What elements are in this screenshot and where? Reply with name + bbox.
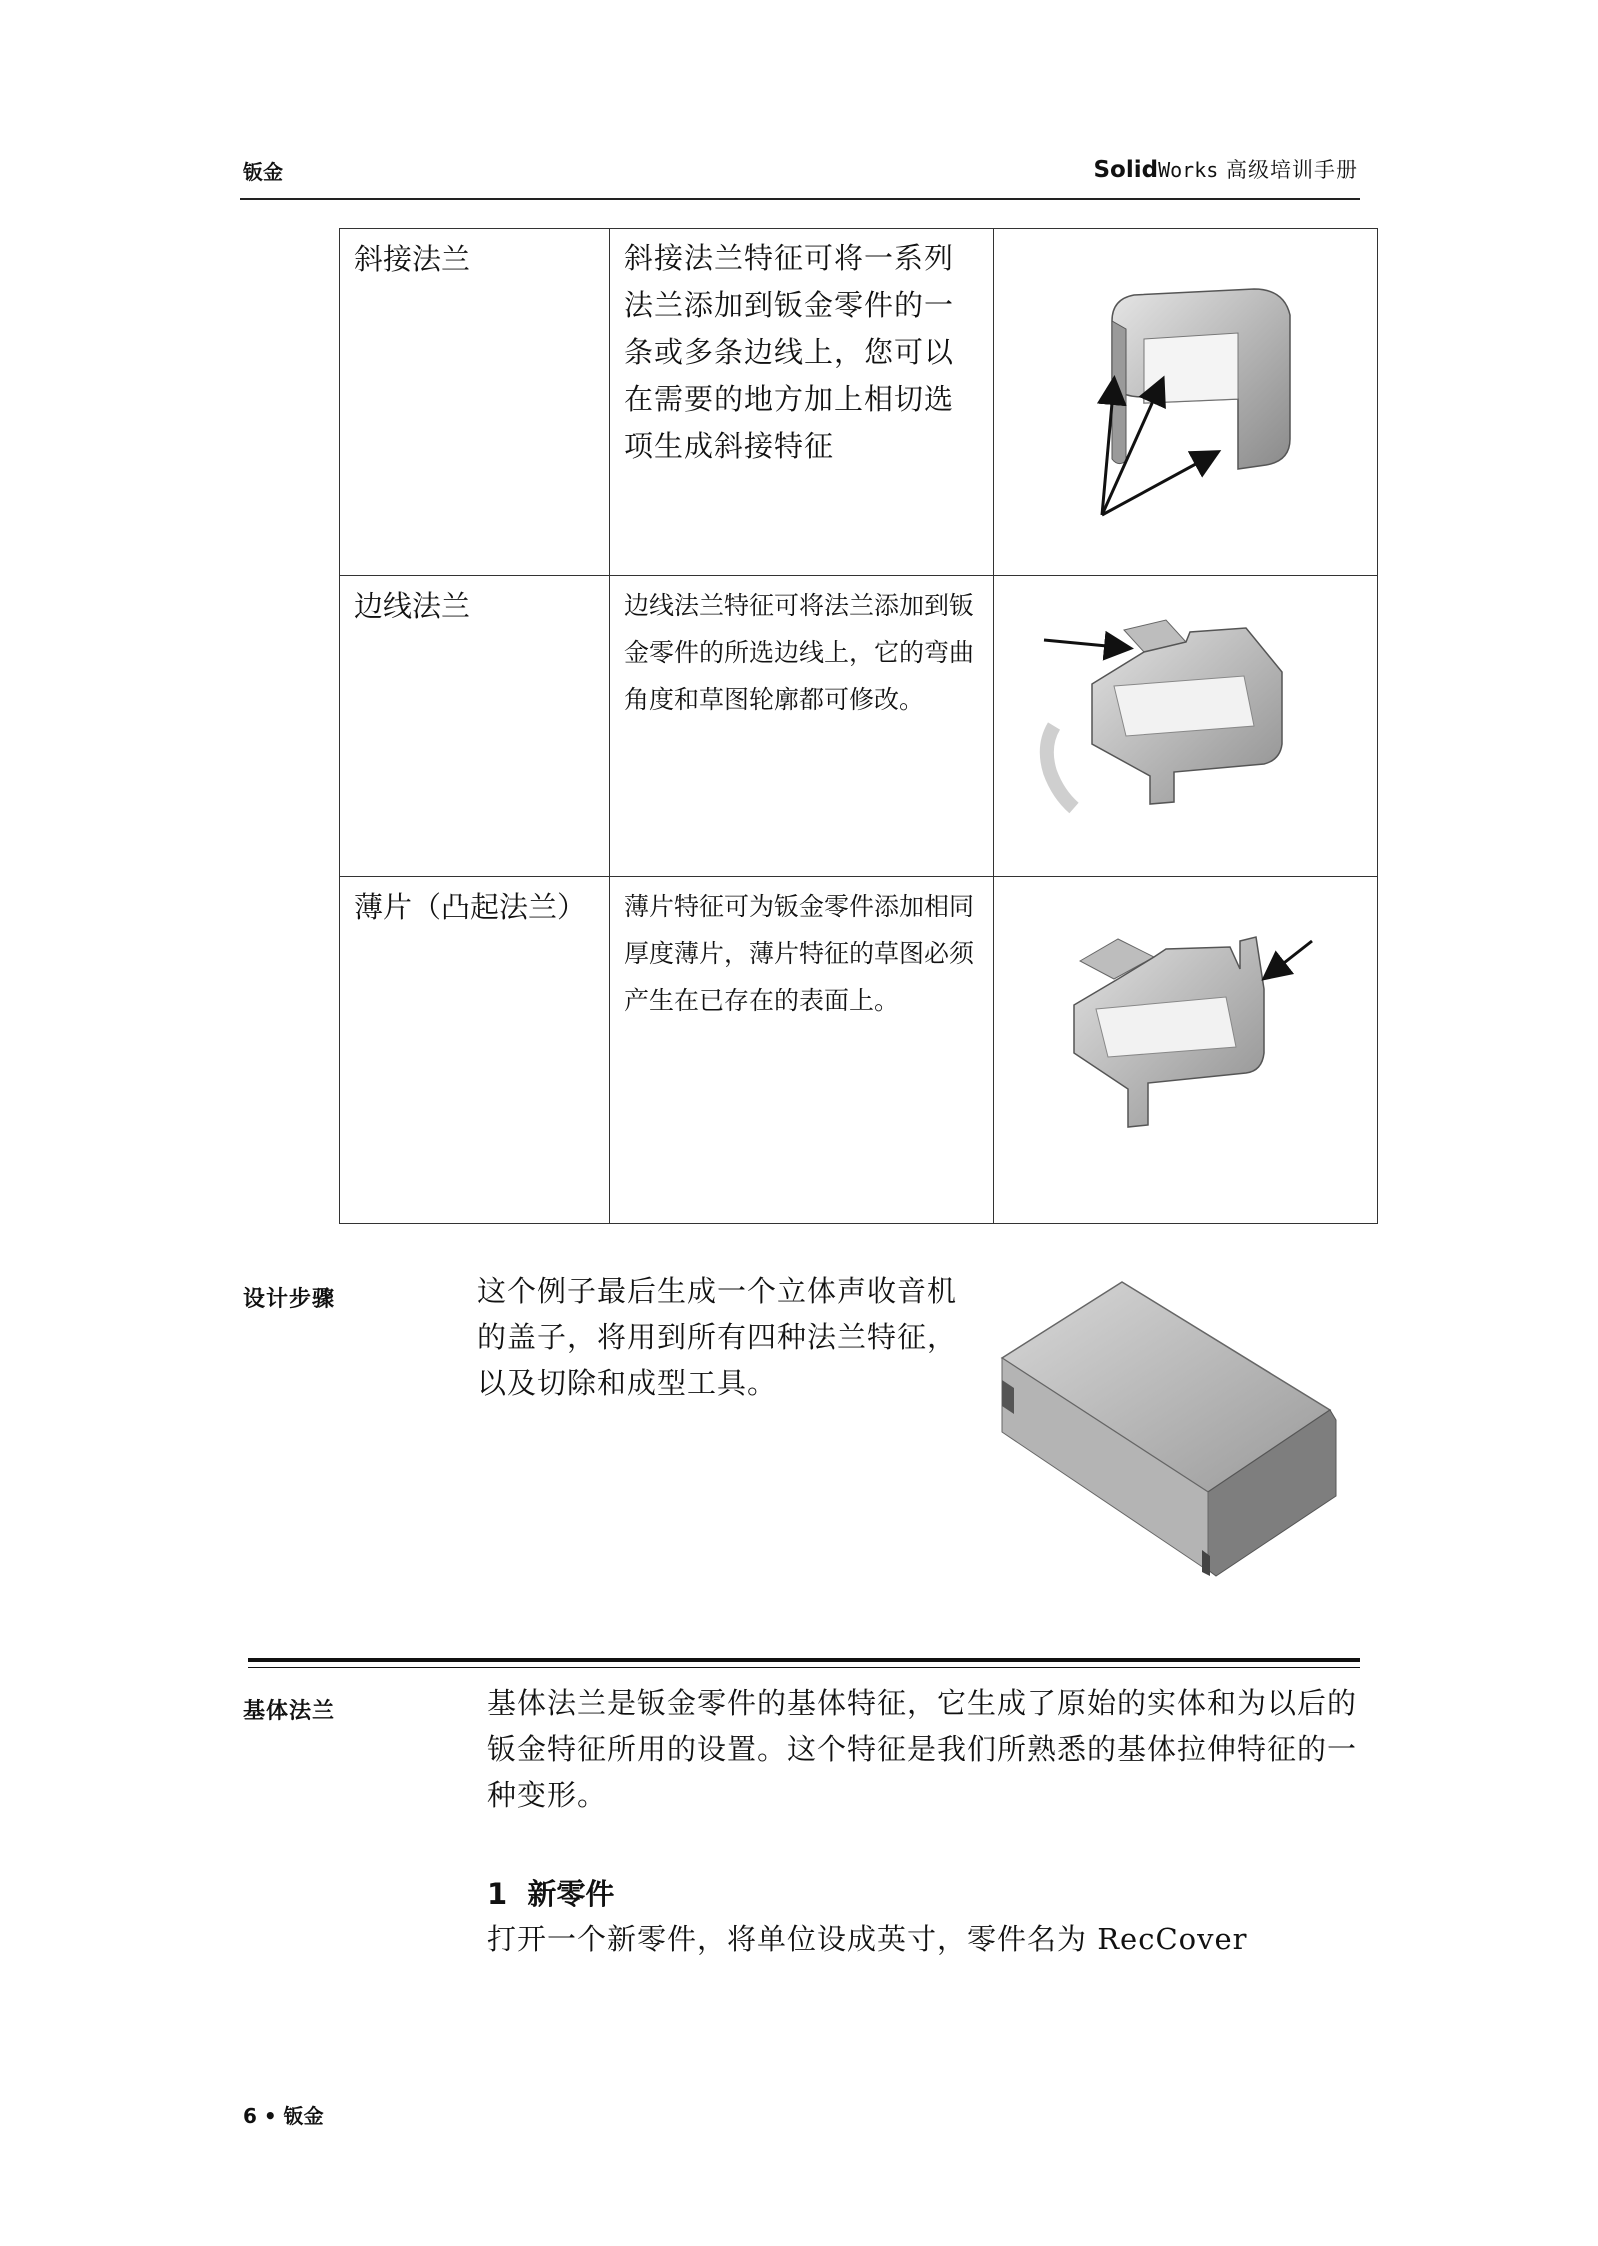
base-flange-label: 基体法兰 bbox=[243, 1699, 336, 1724]
feature-description: 薄片特征可为钣金零件添加相同厚度薄片，薄片特征的草图必须产生在已存在的表面上。 bbox=[624, 892, 975, 1015]
section-rule-thick bbox=[248, 1658, 1360, 1662]
feature-illustration-cell bbox=[994, 229, 1378, 576]
feature-description-cell bbox=[610, 877, 994, 1224]
miter-flange-illustration bbox=[994, 229, 1378, 575]
step-title: 新零件 bbox=[527, 1877, 615, 1911]
edge-flange-illustration bbox=[994, 576, 1378, 876]
table-row bbox=[340, 877, 1378, 1224]
page-footer bbox=[243, 2100, 324, 2129]
feature-name-cell bbox=[340, 576, 610, 877]
design-steps-label: 设计步骤 bbox=[243, 1287, 336, 1312]
feature-name-cell bbox=[340, 229, 610, 576]
table-row bbox=[340, 229, 1378, 576]
feature-description-cell bbox=[610, 229, 994, 576]
footer-bullet: • bbox=[263, 2104, 277, 2128]
base-flange-text: 基体法兰是钣金零件的基体特征，它生成了原始的实体和为以后的钣金特征所用的设置。这个特征是我们所熟悉的基体拉伸特征的一种变形。 bbox=[487, 1686, 1358, 1812]
section-rule-thin bbox=[248, 1667, 1360, 1668]
stereo-cover-illustration bbox=[990, 1280, 1350, 1580]
feature-description-cell bbox=[610, 576, 994, 877]
header-section-title: 钣金 bbox=[243, 160, 283, 184]
step-number: 1 bbox=[487, 1877, 508, 1911]
feature-description: 边线法兰特征可将法兰添加到钣金零件的所选边线上，它的弯曲角度和草图轮廓都可修改。 bbox=[624, 591, 975, 714]
step-1-text: 打开一个新零件，将单位设成英寸，零件名为 RecCover bbox=[487, 1922, 1248, 1956]
design-steps-text: 这个例子最后生成一个立体声收音机的盖子，将用到所有四种法兰特征，以及切除和成型工具。 bbox=[477, 1274, 958, 1400]
feature-name: 斜接法兰 bbox=[354, 242, 471, 276]
table-row bbox=[340, 576, 1378, 877]
feature-name-cell bbox=[340, 877, 610, 1224]
step-1-heading bbox=[487, 1872, 614, 1913]
header-book-title bbox=[1093, 154, 1358, 184]
feature-illustration-cell bbox=[994, 576, 1378, 877]
feature-description: 斜接法兰特征可将一系列法兰添加到钣金零件的一条或多条边线上，您可以在需要的地方加上相切选项生成斜接特征 bbox=[624, 241, 955, 463]
feature-illustration-cell bbox=[994, 877, 1378, 1224]
feature-name: 边线法兰 bbox=[354, 589, 471, 623]
flange-feature-table bbox=[339, 228, 1378, 1224]
brand-solid: Solid bbox=[1093, 157, 1159, 183]
header-rule bbox=[240, 198, 1360, 200]
footer-section: 钣金 bbox=[283, 2104, 324, 2128]
feature-name: 薄片（凸起法兰） bbox=[354, 890, 587, 924]
brand-works: Works bbox=[1158, 158, 1219, 182]
tab-flange-illustration bbox=[994, 877, 1378, 1223]
brand-suffix: 高级培训手册 bbox=[1218, 158, 1358, 182]
page-number: 6 bbox=[243, 2104, 257, 2128]
